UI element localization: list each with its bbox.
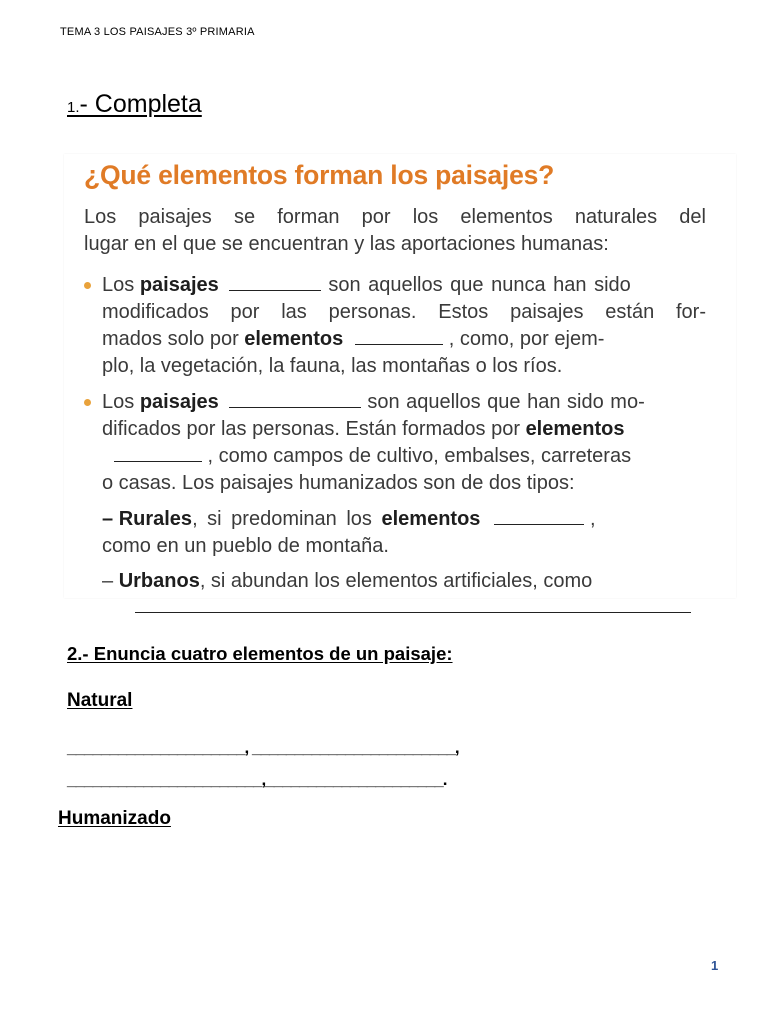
- bold-term: elementos: [244, 328, 344, 350]
- humanized-landscapes-paragraph: [102, 389, 706, 497]
- intro-line: lugar en el que se encuentran y las aportaciones humanas:: [84, 233, 609, 255]
- question-1-label: - Completa: [79, 90, 202, 118]
- dash: –: [102, 570, 119, 592]
- paragraph-line: [102, 568, 706, 595]
- bullet-dot: [84, 399, 91, 406]
- text-run: , como, por ejem-: [443, 328, 605, 350]
- paragraph-line: [102, 326, 706, 353]
- blank-line: [229, 289, 321, 291]
- question-1-number: 1.: [67, 99, 80, 116]
- text-run: , si predominan los: [192, 508, 382, 530]
- text-run: , como campos de cultivo, embalses, carreteras: [202, 445, 632, 467]
- blank-line: [494, 523, 584, 525]
- bold-term: Urbanos: [118, 570, 200, 592]
- text-run: son aquellos que nunca han sido: [320, 274, 631, 296]
- intro-paragraph: [84, 204, 706, 258]
- dash: –: [102, 508, 119, 530]
- blank-line: [114, 460, 202, 462]
- text-run: ,: [584, 508, 596, 530]
- paragraph-line: [102, 389, 706, 416]
- intro-line: Los paisajes se forman por los elementos naturales del: [84, 206, 706, 228]
- textbook-title: ¿Qué elementos forman los paisajes?: [84, 160, 555, 190]
- textbook-excerpt: [64, 154, 736, 598]
- bold-term: paisajes: [139, 274, 219, 296]
- document-header: TEMA 3 LOS PAISAJES 3º PRIMARIA: [60, 26, 255, 38]
- text-run: Los: [102, 274, 140, 296]
- bold-term: Rurales: [118, 508, 193, 530]
- paragraph-line: plo, la vegetación, la fauna, las montañas o los ríos.: [102, 355, 563, 377]
- paragraph-line: [102, 443, 706, 470]
- text-run: dificados por las personas. Están formados por: [102, 418, 526, 440]
- paragraph-line: [102, 506, 706, 533]
- natural-landscapes-paragraph: [102, 272, 706, 380]
- paragraph-line: modificados por las personas. Estos paisajes están for-: [102, 301, 706, 323]
- blank-line: [229, 406, 361, 408]
- question-2-heading: 2.- Enuncia cuatro elementos de un paisaje:: [67, 643, 453, 664]
- paragraph-line: [102, 272, 706, 299]
- paragraph-line: como en un pueblo de montaña.: [102, 535, 389, 557]
- bullet-dot: [84, 282, 91, 289]
- answer-line: [135, 612, 691, 613]
- question-1-heading: [67, 90, 202, 119]
- natural-subheading: Natural: [67, 690, 133, 711]
- urban-item: [102, 568, 706, 595]
- blank-line: [355, 343, 443, 345]
- humanized-subheading: Humanizado: [58, 808, 171, 829]
- page-number: 1: [711, 958, 719, 973]
- text-run: Los: [102, 391, 140, 413]
- answer-blanks-row: _______________________,_____________________.: [67, 770, 447, 789]
- text-run: , si abundan los elementos artificiales, como: [199, 570, 593, 592]
- bold-term: paisajes: [139, 391, 219, 413]
- rural-item: [102, 506, 706, 560]
- bold-term: elementos: [525, 418, 625, 440]
- text-run: son aquellos que han sido mo-: [360, 391, 645, 413]
- bold-term: elementos: [381, 508, 481, 530]
- answer-blanks-row: _____________________, ________________________,: [67, 738, 459, 757]
- text-run: mados solo por: [102, 328, 245, 350]
- paragraph-line: [102, 416, 706, 443]
- paragraph-line: o casas. Los paisajes humanizados son de dos tipos:: [102, 472, 575, 494]
